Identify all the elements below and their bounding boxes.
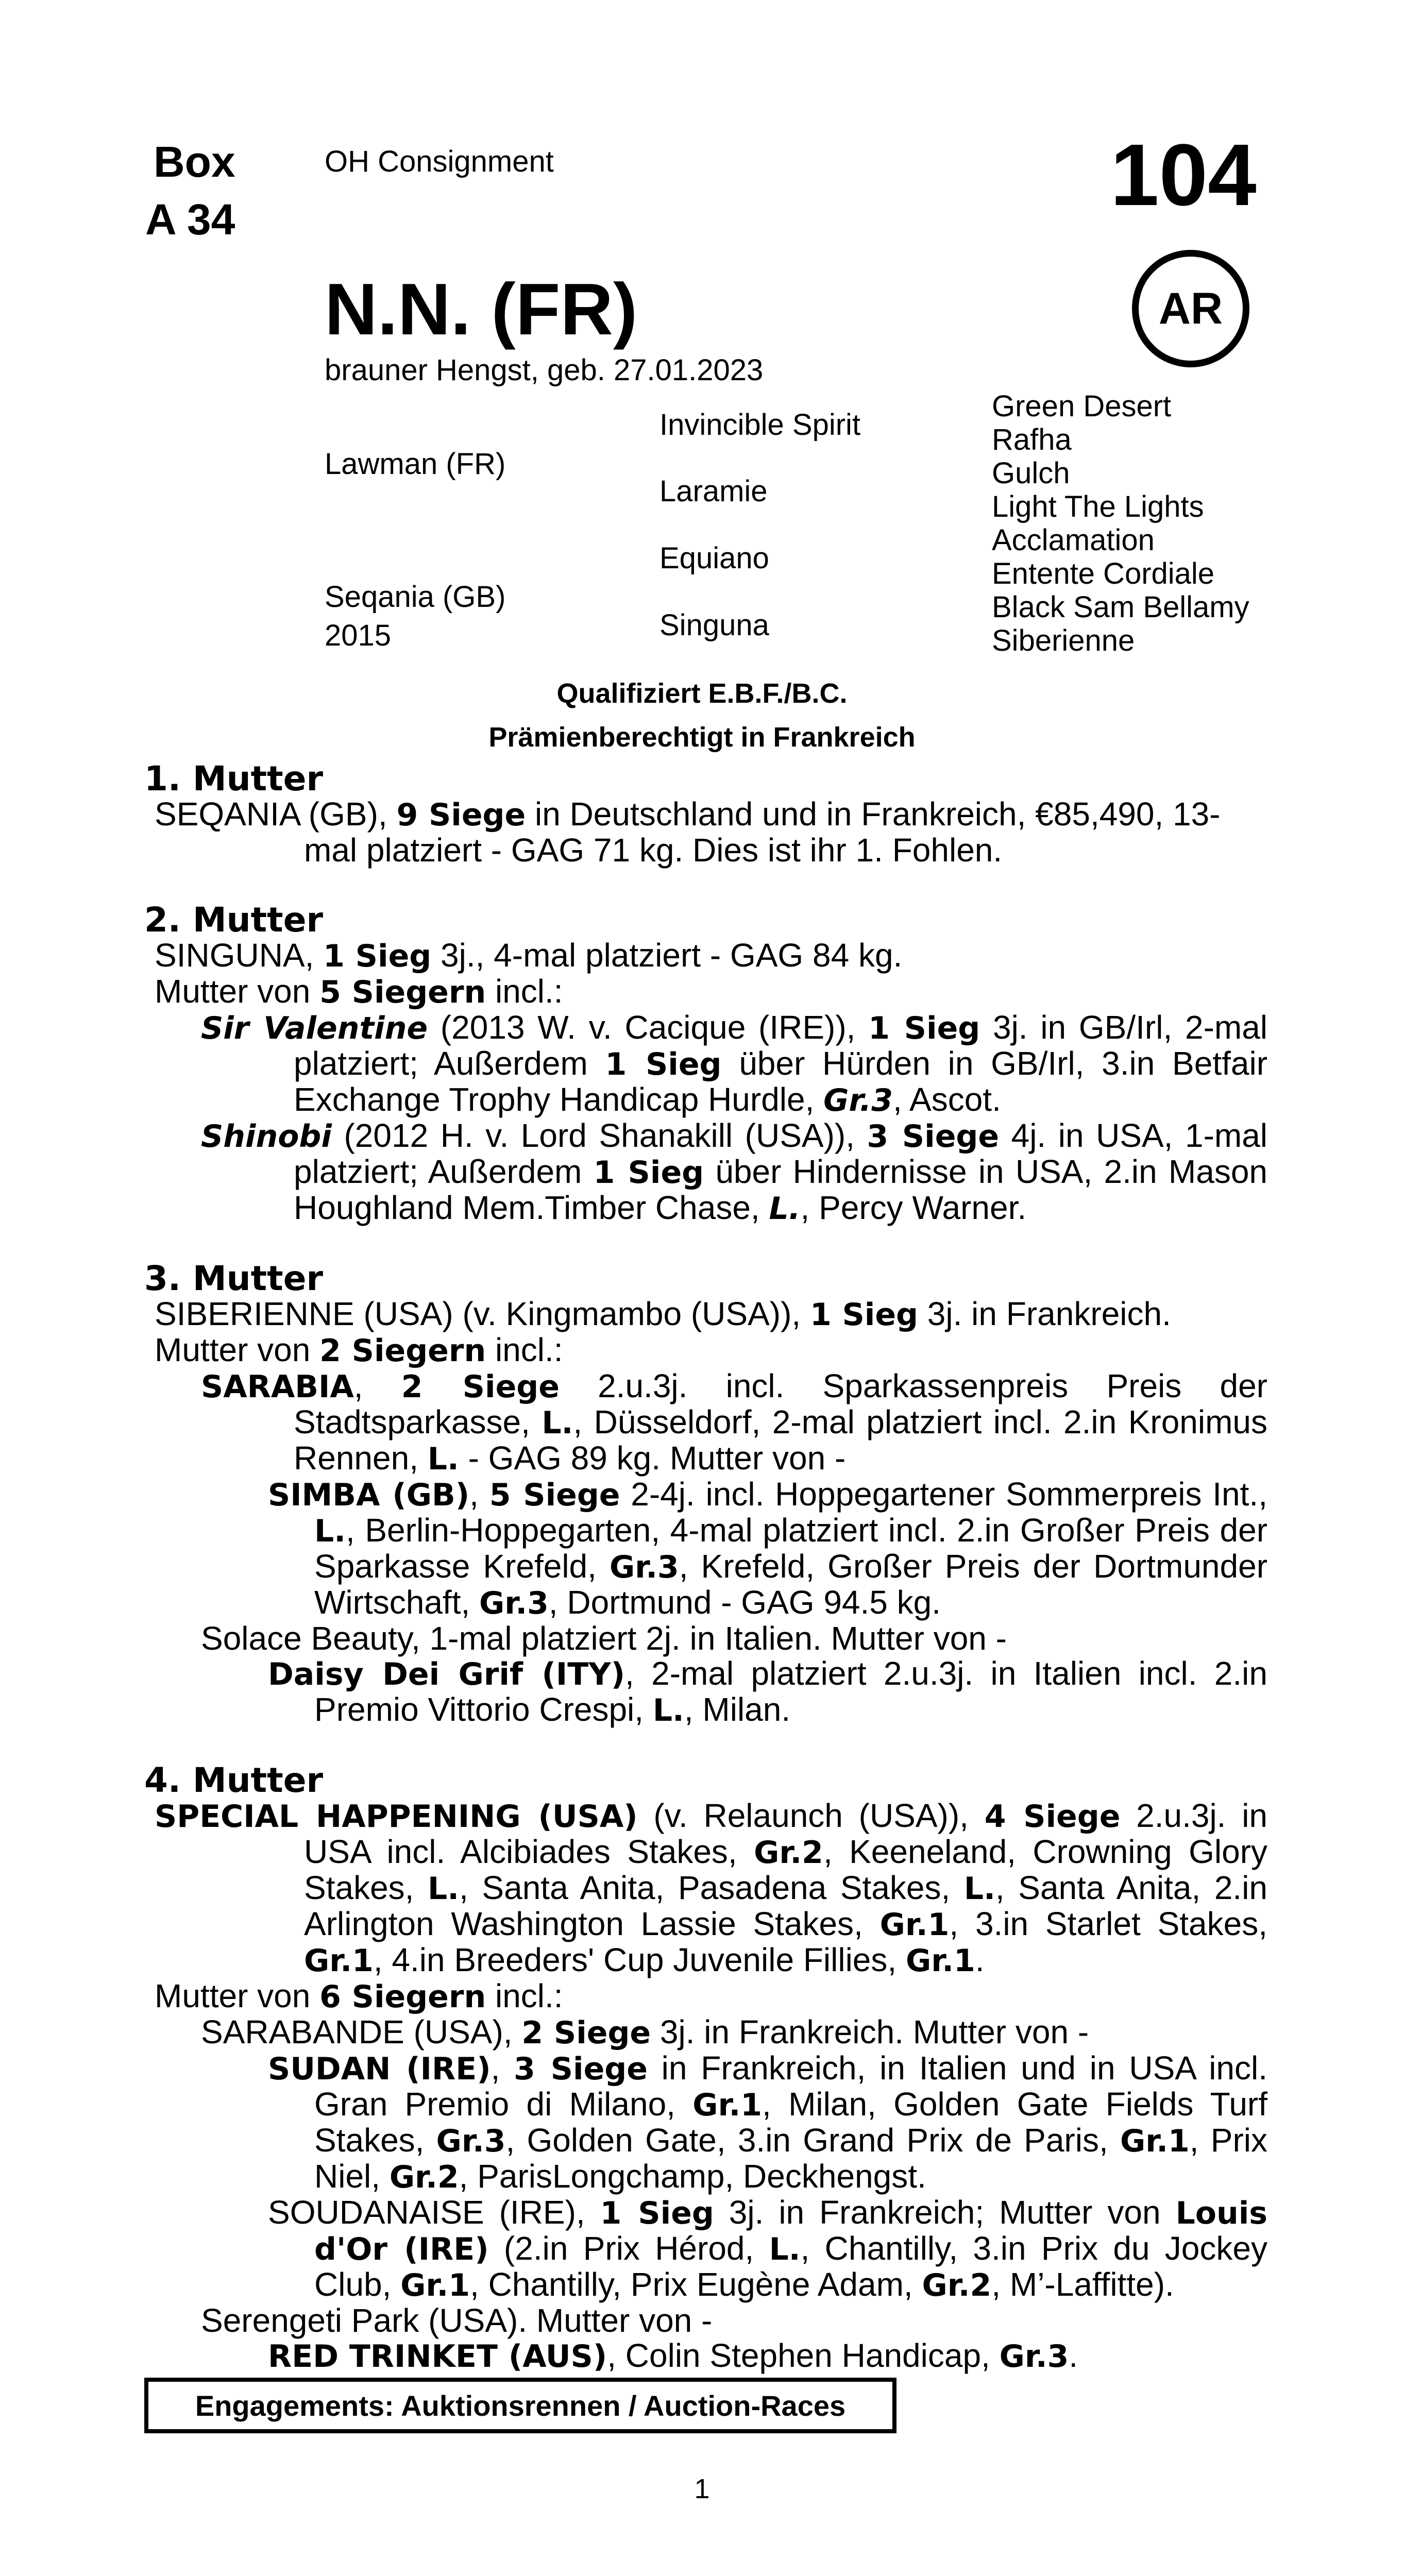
pedigree-dam: Seqania (GB) xyxy=(325,580,506,614)
dam1-text: SEQANIA (GB), 9 Siege in Deutschland und in Frankreich, €85,490, 13-mal platziert - GAG 71 kg. Dies ist ihr 1. Fohlen. xyxy=(155,795,1221,869)
pedigree-gen2: Laramie xyxy=(659,474,768,508)
pedigree-gen3: Rafha xyxy=(992,423,1072,456)
pedigree-gen3: Siberienne xyxy=(992,624,1135,657)
dam4-grandproduce-item: SOUDANAISE (IRE), 1 Sieg 3j. in Frankreich; Mutter von Louis d'Or (IRE) (2.in Prix Hérod, L., Chantilly, 3.in Prix du Jockey Club, Gr.1, Chantilly, Prix Eugène Adam, Gr.2, M’-Laffitte). xyxy=(268,2194,1268,2303)
dam4-heading: 4. Mutter xyxy=(144,1760,324,1800)
engagements-box xyxy=(144,2378,896,2433)
pedigree-gen2: Equiano xyxy=(659,541,769,575)
dam4-produce-item: SARABANDE (USA), 2 Siege 3j. in Frankreich. Mutter von - xyxy=(201,2013,1089,2051)
ar-badge-label: AR xyxy=(1158,283,1223,333)
consignor: OH Consignment xyxy=(325,145,554,178)
box-label: Box xyxy=(154,138,235,186)
lot-number: 104 xyxy=(1110,126,1257,224)
dam4-grandproduce-item: RED TRINKET (AUS), Colin Stephen Handicap, Gr.3. xyxy=(268,2337,1078,2375)
dam2-produce-intro: Mutter von 5 Siegern incl.: xyxy=(155,973,563,1010)
qualification-premium: Prämienberechtigt in Frankreich xyxy=(488,722,916,753)
dam4-produce-intro: Mutter von 6 Siegern incl.: xyxy=(155,1977,563,2015)
pedigree-gen3: Green Desert xyxy=(992,389,1172,423)
qualification-ebf: Qualifiziert E.B.F./B.C. xyxy=(556,678,848,709)
dam4-grandproduce-item: SUDAN (IRE), 3 Siege in Frankreich, in Italien und in USA incl. Gran Premio di Milano, Gr.1, Milan, Golden Gate Fields Turf Stakes, Gr.3, Golden Gate, 3.in Grand Prix de Paris, Gr.1, Prix Niel, Gr.2, ParisLongchamp, Deckhengst. xyxy=(268,2049,1268,2195)
dam2-text: SINGUNA, 1 Sieg 3j., 4-mal platziert - GAG 84 kg. xyxy=(155,937,903,974)
box-number: A 34 xyxy=(145,195,235,244)
pedigree-gen3: Entente Cordiale xyxy=(992,557,1215,590)
dam3-heading: 3. Mutter xyxy=(144,1259,324,1298)
horse-description: brauner Hengst, geb. 27.01.2023 xyxy=(325,353,764,387)
dam2-produce-item: Sir Valentine (2013 W. v. Cacique (IRE)), 1 Sieg 3j. in GB/Irl, 2-mal platziert; Außerdem 1 Sieg über Hürden in GB/Irl, 3.in Betfair Exchange Trophy Handicap Hurdle, Gr.3, Ascot. xyxy=(201,1009,1268,1118)
dam3-text: SIBERIENNE (USA) (v. Kingmambo (USA)), 1 Sieg 3j. in Frankreich. xyxy=(155,1295,1171,1333)
dam4-produce-item: Serengeti Park (USA). Mutter von - xyxy=(201,2302,713,2339)
engagements-label: Engagements: Auktionsrennen / Auction-Races xyxy=(195,2389,846,2422)
dam-line xyxy=(144,759,1268,2375)
pedigree-gen3: Light The Lights xyxy=(992,490,1204,523)
pedigree-gen3: Gulch xyxy=(992,456,1070,490)
dam2-produce-item: Shinobi (2012 H. v. Lord Shanakill (USA)), 3 Siege 4j. in USA, 1-mal platziert; Außerdem 1 Sieg über Hindernisse in USA, 2.in Mason Houghland Mem.Timber Chase, L., Percy Warner. xyxy=(201,1117,1268,1227)
dam3-produce-intro: Mutter von 2 Siegern incl.: xyxy=(155,1331,563,1369)
pedigree-dam-year: 2015 xyxy=(325,619,392,652)
dam3-produce-item: SARABIA, 2 Siege 2.u.3j. incl. Sparkassenpreis Preis der Stadtsparkasse, L., Düsseldorf, 2-mal platziert incl. 2.in Kronimus Rennen, L. - GAG 89 kg. Mutter von - xyxy=(201,1367,1268,1477)
pedigree-gen3: Acclamation xyxy=(992,523,1155,557)
pedigree-gen2: Singuna xyxy=(659,608,769,642)
page-number: 1 xyxy=(694,2473,710,2504)
ar-badge xyxy=(1132,250,1249,367)
horse-name: N.N. (FR) xyxy=(325,268,638,350)
dam3-produce-item: Solace Beauty, 1-mal platziert 2j. in Italien. Mutter von - xyxy=(201,1620,1007,1657)
pedigree-gen2: Invincible Spirit xyxy=(659,408,861,442)
dam3-grandproduce-item: SIMBA (GB), 5 Siege 2-4j. incl. Hoppegartener Sommerpreis Int., L., Berlin-Hoppegarten, 4-mal platziert incl. 2.in Großer Preis der Sparkasse Krefeld, Gr.3, Krefeld, Großer Preis der Dortmunder Wirtschaft, Gr.3, Dortmund - GAG 94.5 kg. xyxy=(268,1476,1268,1621)
pedigree-gen3: Black Sam Bellamy xyxy=(992,590,1249,624)
dam2-heading: 2. Mutter xyxy=(144,900,324,940)
dam1-heading: 1. Mutter xyxy=(144,759,324,799)
pedigree-sire: Lawman (FR) xyxy=(325,447,506,481)
dam3-grandproduce-item: Daisy Dei Grif (ITY), 2-mal platziert 2.u.3j. in Italien incl. 2.in Premio Vittorio Crespi, L., Milan. xyxy=(268,1655,1267,1728)
dam4-text: SPECIAL HAPPENING (USA) (v. Relaunch (USA)), 4 Siege 2.u.3j. in USA incl. Alcibiades Stakes, Gr.2, Keeneland, Crowning Glory Stakes, L., Santa Anita, Pasadena Stakes, L., Santa Anita, 2.in Arlington Washington Lassie Stakes, Gr.1, 3.in Starlet Stakes, Gr.1, 4.in Breeders' Cup Juvenile Fillies, Gr.1. xyxy=(155,1797,1268,1979)
